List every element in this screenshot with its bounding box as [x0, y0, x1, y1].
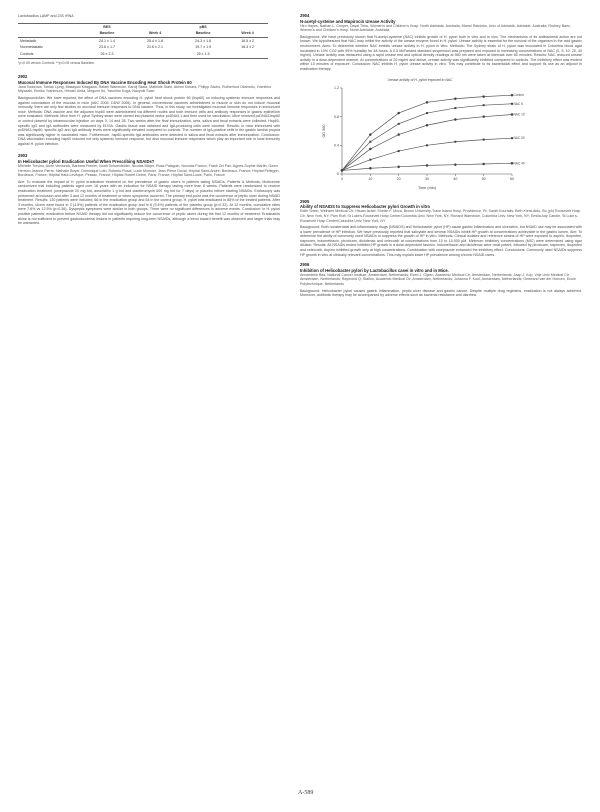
table-cell: 16.3 ± 2 — [241, 45, 255, 50]
row-label: Metastatic — [20, 38, 37, 43]
data-point — [426, 144, 428, 146]
data-point — [369, 134, 371, 136]
abstract-authors: Jana Todorova, Tobias Ljung, Masayuki Kitagawa, Rafael Warnecke, Karolj Skala, Mathilde Stahl, Akemi Kohara, Philipp Sachs, Rutherford Okamoto, Yoshihiro Miyazaki, Kimiko Yoshimura, Hiroaki Ueda, Megumi Ito, Yasuhiro Koga, Naoyuki Sase — [18, 84, 272, 94]
table-header: Week 4 — [131, 30, 179, 37]
table-header — [18, 30, 83, 37]
x-tick-label: 60 — [510, 177, 514, 182]
series-line — [342, 95, 512, 170]
abstract-body: Background: Both nonsteroidal anti-inflammatory drugs (NSAIDS) and Helicobacter pylori (HP) cause gastric inflammation and ulceration, but NSAID use may be associated with a lower prevalence of HP infection. We have previously reported that salicylate and several NSAIDs inhibit HP growth at concentrations achievable in the gastric lumen. Aim: To determine the ability of commonly used NSAIDs to suppress the growth of HP in vitro. Methods: Clinical isolates and reference strains of HP were exposed to aspirin, ibuprofen, naproxen, indomethacin, piroxicam, diclofenac and celecoxib at concentrations from 10 to 10,000 µM. Minimum inhibitory concentrations (MIC) were determined using agar dilution. Results: All NSAIDs tested inhibited HP growth in a dose-dependent fashion. Indomethacin and diclofenac were most potent, followed by piroxicam, naproxen, ibuprofen and celecoxib. Aspirin inhibited growth only at high concentrations. Combination with omeprazole enhanced the inhibitory effect. Conclusions: Commonly used NSAIDs suppress HP growth in vitro at clinically relevant concentrations. This may explain lower HP prevalence among chronic NSAID users. — [300, 225, 582, 257]
data-point — [454, 164, 456, 166]
series-label: Control — [513, 93, 524, 98]
abstract — [18, 75, 280, 146]
data-point — [483, 104, 485, 106]
table-row — [18, 44, 268, 51]
abstract-authors: Annemieke Bas, National Cancer Institute, Amsterdam, Netherlands; Evert J. Gijzen, Academic Medical Ctr, Amsterdam, Netherlands; Jaap J. Kop, Vrije Univ Medical Ctr, Amsterdam, Netherlands; Raymond Q. Stallon, Academic Medical Ctr, Amsterdam, Netherlands; Johanna F. Kool, Amsterdam, Netherlands; Gerbrand van der Hoeven, Ecole Polytechnique, Netherlands — [300, 272, 576, 287]
table-cell: 26 ± 2.3 — [83, 51, 131, 58]
abstract-body: Background: Helicobacter pylori causes gastric inflammation, peptic ulcer disease and gastric cancer. Despite multiple drug regimens, eradication is not always achieved. Moreover, antibiotic therapy may be accompanied by adverse effects such as bacterial resistance and diarrhea. — [300, 288, 582, 298]
series-label: NAC 20 — [513, 136, 525, 141]
x-tick-label: 30 — [425, 177, 429, 182]
row-label: Controls — [18, 51, 83, 58]
table-row — [18, 51, 268, 58]
left-column — [18, 14, 280, 226]
table-cell — [131, 51, 179, 58]
abstract-number: 2904 — [300, 13, 310, 18]
data-point — [426, 124, 428, 126]
table-header: Baseline — [179, 30, 227, 37]
data-point — [426, 164, 428, 166]
data-point — [483, 96, 485, 98]
abstract-title: N-acetyl-cysteine and Mupirocin Urease Activity — [300, 18, 396, 24]
table-footnote: *p<0.05 versus Controls. **p<0.05 versus Baseline. — [18, 60, 96, 65]
table-cell: 23.6 ± 1.7 — [99, 45, 115, 50]
data-point — [369, 159, 371, 161]
table-cell — [227, 51, 268, 58]
abstract-authors: Edith Shein, Weihsen Medical Ctr, Hsuan Israel; Shirish F. Mcca, Brown University-Trace Island Hosp, Providence, RI; Sarah Kourfalis, Beth Kiera-Aldo, Bo (ph) Roosevelt Hosp Ctr, New York, NY; Pam Ruff, St Luke's-Roosevelt Hosp Center/Columbia Univ, New York, NY; Richard Warnecke, Columbia Univ, New York, NY; Emilia Ady Candle, St Luke's-Roosevelt Hosp Center/Columbia Univ, New York, NY — [300, 209, 581, 223]
right-column — [300, 14, 582, 298]
abstract-title: Inhibition of Helicobacter pylori by Lactobacillus casei in vitro and in Mice. — [300, 267, 449, 273]
abstract-number: 2905 — [300, 198, 310, 204]
abstract-title: In Helicobacter pylori Eradication Useful When Prescribing NSAIDs? — [18, 159, 155, 165]
abstract — [300, 14, 582, 72]
abstract-number: 2902 — [18, 74, 28, 80]
row-label: Nonmetastatic — [20, 45, 43, 50]
data-point — [426, 101, 428, 103]
table-header-group — [18, 23, 83, 30]
y-axis-label: OD 560 — [322, 124, 326, 138]
table-header-group: BES — [83, 23, 131, 30]
table-cell: 25 ± 1.5 — [179, 51, 227, 58]
table-caption: Lactobacillus LAMP and 23S rRNA — [18, 14, 74, 18]
table-cell: 25.4 ± 1.8 — [147, 38, 164, 43]
y-tick-label: 0.4 — [334, 143, 339, 148]
data-point — [398, 112, 400, 114]
series-label: NAC 40 — [513, 161, 525, 166]
abstract-authors: Hiro Hayes, Nathan L. Cooper, Dayal Thiru, Women's and Children's Hosp. North Adelaide, Australia; Marrel Ratnieks, Univ of Adelaide, Adelaide, Australia; Rodney Baez, Women's and Children's Hosp. North Adelaide, Australia — [300, 23, 571, 33]
data-point — [398, 123, 400, 125]
y-tick-label: 0.8 — [334, 114, 339, 119]
data-point — [454, 107, 456, 109]
abstract — [300, 263, 582, 298]
data-point — [426, 112, 428, 114]
table-cell: 24.3 ± 1.6 — [195, 38, 212, 43]
table-header: Baseline — [83, 30, 131, 37]
data-point — [341, 169, 343, 171]
table-header-group: pBS — [179, 23, 227, 30]
data-point — [483, 139, 485, 141]
data-point — [398, 150, 400, 152]
x-tick-label: 20 — [396, 177, 401, 182]
data-point — [454, 98, 456, 100]
abstract-title: Mucosal Immune Responses Induced By DNA Vaccine Encoding Heat Shock Protein 60 — [18, 79, 192, 85]
series-label: NAC 5 — [513, 101, 523, 106]
x-tick-label: 0 — [341, 177, 343, 182]
table-cell: 24.1 ± 1.4 — [99, 38, 115, 43]
abstract-body: Background: We have previously shown that N-acetyl-cysteine (NAC) inhibits growth of H. pylori both in vitro and in vivo. The mechanisms of its antibacterial action are not known. We hypothesized that NAC may inhibit the activity of the urease enzyme found in H. pylori. Urease activity is essential for the survival of the organism in the acid gastric environment. Aims: To determine whether NAC inhibits urease activity in H. pylori in vitro. Methods: The Sydney strain of H. pylori was inoculated in Columbia blood agar incubated in 10% CO2 with 95% humidity for 48 hours. A 0.5 McFarland standard suspension was prepared and exposed to increasing concentrations of NAC (0, 5, 10, 20, 40 mg/ml). Urease activity was measured using a rapid urease test and optical density readings at 560 nm were taken at intervals over 60 minutes. Results: NAC reduced urease activity in a dose-dependent manner. At concentrations of 20 mg/ml and above, urease activity was significantly inhibited compared to controls. The inhibitory effect was evident within 10 minutes of exposure. Conclusion: NAC inhibits H. pylori urease activity in vitro. This may contribute to its bactericidal effect and support its use as an adjunct in eradication therapy. — [300, 34, 582, 71]
chart-title: Urease activity of H. pylori exposed to NAC — [387, 77, 453, 82]
table-header-group-row — [18, 23, 268, 30]
chart — [320, 77, 525, 194]
table-cell: 19.7 ± 1.9 — [195, 45, 212, 50]
table-header-group — [131, 23, 179, 30]
y-tick-label: 0 — [337, 172, 339, 177]
data-point — [483, 116, 485, 118]
series-line — [342, 115, 512, 171]
data-point — [369, 141, 371, 143]
page-number: A-589 — [298, 790, 314, 796]
abstract-authors: Michelle Trevino, Anne Verdonck, Barbara Frenier, Noah Schoenfelder, Nicolas Meijer, Rosa Palaguin, Nocolas Franco, Frank Zei Pan, Agnes-Sophie Martin, Gwen Herrsch Jeanne Pierre, Nathalie Boyer, Dominique Loth, Roberto Rosal, Lucie Monnier, Jean-Pierre Duval, Hôpital Saint-André, Bordeaux, France; Hôpital Pellegrin, Bordeaux, France; Hôpital Haut-Lévêque, Pessac, France; Hôpital Robert Debré, Paris, France; Hôpital Saint-Louis, Paris, France — [18, 164, 280, 178]
data-point — [483, 163, 485, 165]
data-point — [369, 167, 371, 169]
data-table — [18, 23, 268, 59]
table-cell: 16.5 ± 2 — [241, 38, 255, 43]
x-tick-label: 10 — [368, 177, 373, 182]
data-point — [369, 148, 371, 150]
x-tick-label: 40 — [453, 177, 458, 182]
line-chart — [320, 82, 525, 192]
abstract-body: Aim: To evaluate the impact of H. pylori eradication treatment on the prevalence of gastric ulcers in patients taking NSAIDs. Patients & Methods: Multicentre randomized trial including patients aged over 18 years with an indication for NSAID therapy lasting more than 8 weeks. Patients were randomized to receive eradication treatment (omeprazole 20 mg bid, amoxicillin 1 g bid and clarithromycin 500 mg bid for 7 days) or placebo before starting NSAIDs. Endoscopy was performed at inclusion and after 3 and 12 months of treatment or when symptoms occurred. The primary end-point was the occurrence of peptic ulcer during NSAID treatment. Results: 130 patients were included, 66 in the eradication group and 64 in the control group. H. pylori was eradicated in 85% of the treated patients. After 3 months, ulcers were found in 3 (4.5%) patients of the eradication group and in 6 (9.4%) patients of the placebo group (p=0.32). At 12 months, cumulative rates were 7.6% vs 12.5% (p=0.36). Dyspeptic symptoms were similar in both groups. There were no significant differences in adverse events. Conclusion: In H. pylori positive patients, eradication before NSAID therapy did not significantly reduce the occurrence of peptic ulcers during the first 12 months of treatment. Eradication alone is not sufficient to prevent gastroduodenal lesions in patients requiring long-term NSAIDs, although a trend toward benefit was observed and larger trials may be warranted. — [18, 179, 280, 226]
table-cell: 21.6 ± 2.1 — [147, 45, 164, 50]
x-tick-label: 50 — [481, 177, 486, 182]
data-point — [398, 166, 400, 168]
y-tick-label: 1.2 — [334, 86, 339, 91]
abstract-number: 2903 — [18, 153, 28, 159]
abstract-title: Ability of NSAIDS to Suppress Helicobacter pylori Growth in vitro — [300, 204, 431, 210]
abstract-body: Background/Aim: We have reported the effect of DNA vaccines encoding H. pylori heat shock protein 60 (hsp60) on inducing systemic immune responses and against colonization of the mucosa in mice (IAIC 2005, DDW 2006). In general, conventional vaccines administered to muscle or skin do not induce mucosal immunity; there are only few studies on mucosal immune responses to DNA vaccine. Thus, in this study, we investigated mucosal immune responses in immunized mice. Methods: DNA vaccine and the adjuvant hsp60 were administered via different routes and both immune cells and antibody responses in gastric epithelium were evaluated. Methods: Mice from H. pylori Sydney strain were cloned into plasmid vector pcDNA3.1 and then used for vaccination. Mice received pcDNA3-hsp60 or control plasmid by intramuscular injection on days 0, 14 and 28. Two weeks after the final immunization, sera, saliva and fecal extracts were collected. Hsp60-specific IgG and IgA antibodies were measured by ELISA. Gastric tissue was obtained and IgA-producing cells were counted. Results: In mice immunized with pcDNA3-hsp60, specific IgG and IgA antibody levels were significantly elevated compared to controls. The number of IgA-positive cells in the gastric lamina propria was significantly higher in vaccinated mice. Furthermore, hsp60-specific IgA antibodies were detected in saliva and fecal extracts after immunization. Conclusion: DNA vaccination encoding hsp60 induced not only systemic immune response, but also mucosal immune responses which play an important role in local immunity against H. pylori infection. — [18, 95, 280, 146]
table-header-group — [227, 23, 268, 30]
abstract — [300, 200, 582, 258]
x-axis-label: Time (min) — [418, 186, 436, 191]
table-header: Week 4 — [227, 30, 268, 37]
abstract-number: 2906 — [300, 262, 310, 268]
data-point — [454, 119, 456, 121]
data-point — [398, 134, 400, 136]
abstract — [18, 154, 280, 225]
data-point — [454, 141, 456, 143]
table-row — [18, 37, 268, 44]
table-header-row — [18, 30, 268, 37]
series-label: NAC 10 — [513, 112, 525, 117]
